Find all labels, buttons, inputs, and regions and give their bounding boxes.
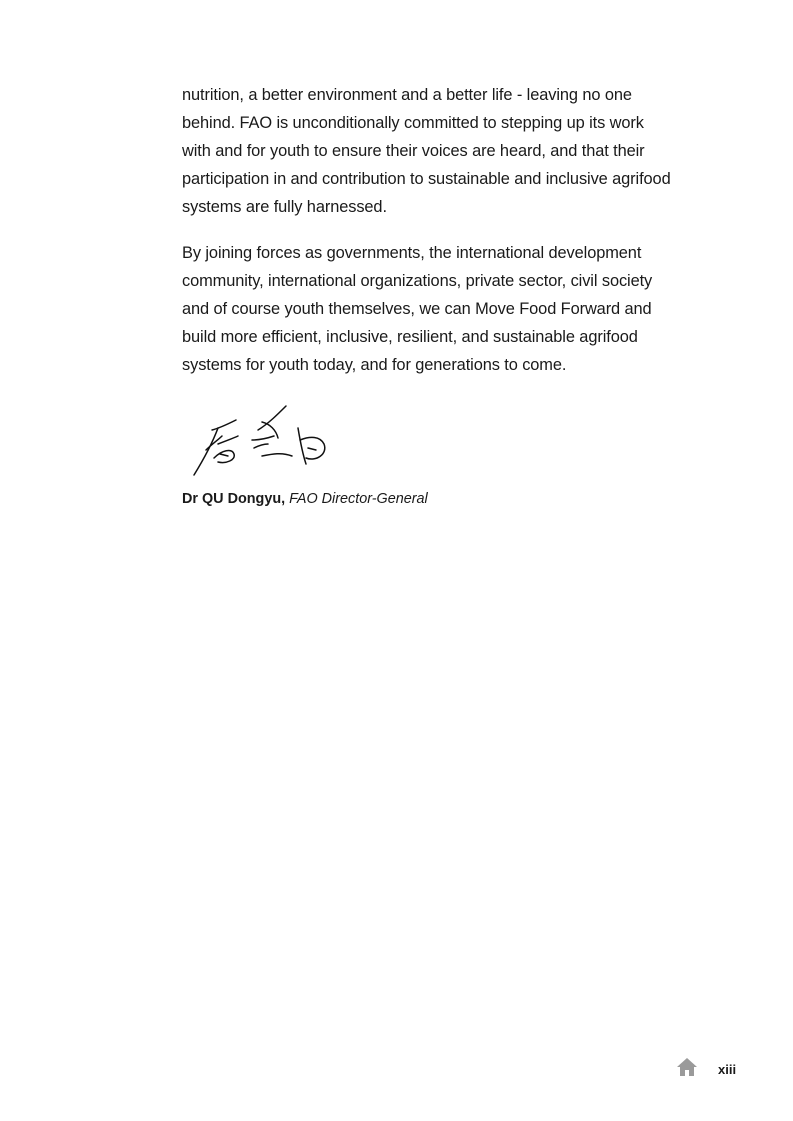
handwritten-signature <box>188 400 338 482</box>
paragraph-text: nutrition, a better environment and a better life - leaving no one behind. FAO is unconditionally committed to stepping up its work with and for youth to ensure their voices are heard, and that their participation in and contribution to sustainable and inclusive agrifood systems are fully harnessed. <box>182 86 671 216</box>
signatory-title: FAO Director-General <box>289 491 428 507</box>
page-number: xiii <box>718 1062 737 1077</box>
signatory-line <box>182 489 428 509</box>
home-icon[interactable] <box>676 1057 698 1077</box>
body-paragraph-1 <box>182 81 742 221</box>
paragraph-text: By joining forces as governments, the international development community, international organizations, private sector, civil society and of course youth themselves, we can Move Food Forward and build more efficient, inclusive, resilient, and sustainable agrifood systems for youth today, and for generations to come. <box>182 244 653 374</box>
body-paragraph-2 <box>182 239 742 379</box>
signatory-name: Dr QU Dongyu, <box>182 491 286 507</box>
